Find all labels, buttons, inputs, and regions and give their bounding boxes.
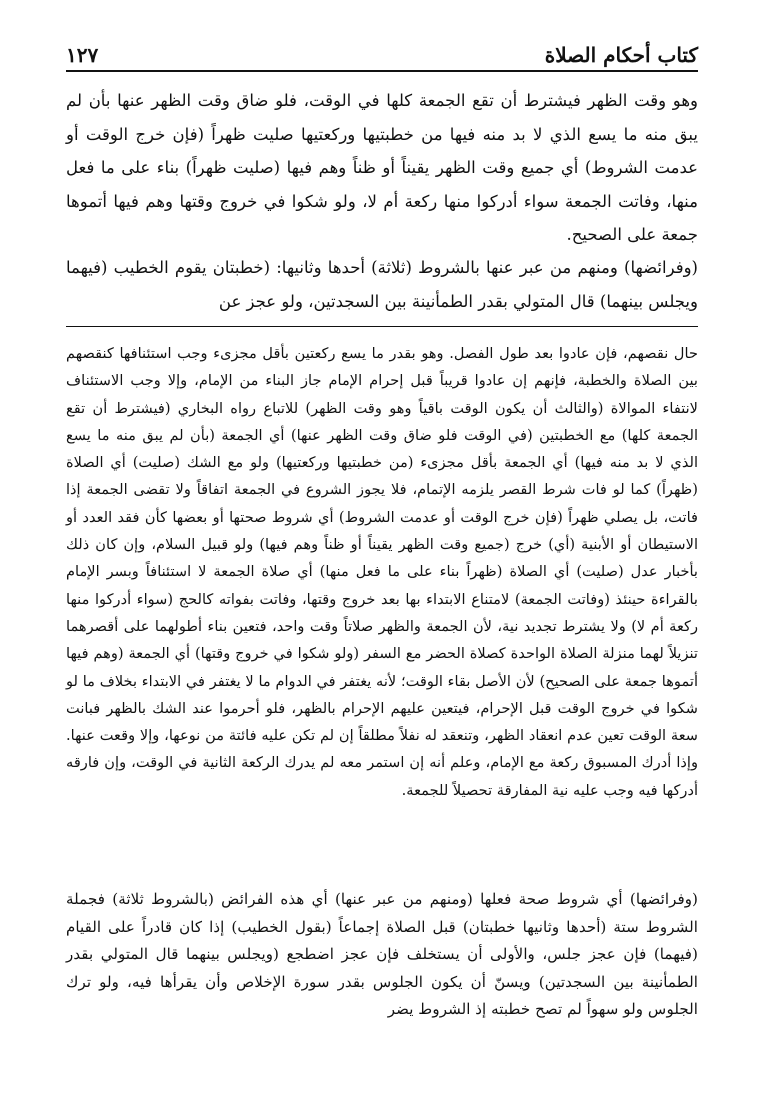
running-title: كتاب أحكام الصلاة: [544, 43, 698, 67]
main-text-para-1: وهو وقت الظهر فيشترط أن تقع الجمعة كلها في الوقت، فلو ضاق وقت الظهر عنها بأن لم يبق منه ما يسع الذي لا بد منه فيها من خطبتيها وركعتيها صليت ظهراً (فإن خرج الوقت أو عدمت الشروط) أي جميع وقت الظهر يقيناً أو ظناً وهم فيها (صليت ظهراً) بناء على ما فعل منها، وفاتت الجمعة سواء أدركوا منها ركعة أم لا، ولو شكوا في خروج وقتها وهم فيها أتموها جمعة على الصحيح.: [66, 91, 698, 244]
main-text-para-2: (وفرائضها) ومنهم من عبر عنها بالشروط (ثلاثة) أحدها وثانيها: (خطبتان يقوم الخطيب (فيهما ويجلس بينهما) قال المتولي بقدر الطمأنينة بين السجدتين، ولو عجز عن: [66, 258, 698, 311]
bottom-paragraph-section: [66, 886, 698, 1024]
page-number: ١٢٧: [66, 43, 99, 67]
footnote-divider: [66, 326, 698, 327]
commentary-paragraph: حال نقصهم، فإن عادوا بعد طول الفصل. وهو بقدر ما يسع ركعتين بأقل مجزىء وجب استئنافها كنقصهم بين الصلاة والخطبة، فإنهم إن عادوا قريباً قبل إحرام الإمام جاز البناء من الإمام، وإلا وجب الاستئناف لانتفاء الموالاة (والثالث أن يكون الوقت باقياً وهو وقت الظهر) للاتباع رواه البخاري (فيشترط أن تقع الجمعة كلها) مع الخطبتين (في الوقت فلو ضاق وقت الظهر عنها) أي الجمعة (بأن لم يبق منه ما يسع الذي لا بد منه فيها) أي الجمعة بأقل مجزىء (من خطبتيها وركعتيها) ولو مع الشك (صليت) أي الصلاة (ظهراً) كما لو فات شرط القصر يلزمه الإتمام، فلا يجوز الشروع في الجمعة اتفاقاً ولا تقضى الجمعة إذا فاتت، بل يصلي ظهراً (فإن خرج الوقت أو عدمت الشروط) أي شروط صحتها أو بعضها كأن فقد العدد أو الاستيطان أو الأبنية (أي) خرج (جميع وقت الظهر يقيناً أو ظناً وهم فيها) ولو قبيل السلام، وإن كان ذلك بأخبار عدل (صليت) أي الصلاة (ظهراً بناء على ما فعل منها) أي صلاة الجمعة لا استئنافاً وبسر الإمام بالقراءة حينئذ (وفاتت الجمعة) لامتناع الابتداء بها بعد خروج وقتها، وفاتت بفواته كالحج (سواء أدركوا منها ركعة أم لا) ولا يشترط تجديد نية، لأن الجمعة والظهر صلاتاً وقت واحد، فتعين بناء أطولهما على أقصرهما تنزيلاً لهما منزلة الصلاة الواحدة كصلاة الحضر مع السفر (ولو شكوا في خروج وقتها) أي الجمعة (وهم فيها أتموها جمعة على الصحيح) لأن الأصل بقاء الوقت؛ لأنه يغتفر في الدوام ما لا يغتفر في الابتداء بخلاف ما لو شكوا في خروج الوقت قبل الإحرام، فيتعين عليهم الإحرام بالظهر، فلو أحرموا عند الشك بالظهر فبانت سعة الوقت تعين عدم انعقاد الظهر، وتنعقد له نفلاً مطلقاً إن لم تكن عليه فائتة من نوعها، وإلا وقعت عنها. وإذا أدرك المسبوق ركعة مع الإمام، وعلم أنه إن استمر معه لم يدرك الركعة الثانية في الوقت، وإن فارقه أدركها فيه وجب عليه نية المفارقة تحصيلاً للجمعة.: [66, 345, 698, 799]
commentary-section: [66, 340, 698, 804]
bottom-paragraph: (وفرائضها) أي شروط صحة فعلها (ومنهم من عبر عنها) أي هذه الفرائض (بالشروط ثلاثة) فجملة الشروط ستة (أحدها وثانيها خطبتان) قبل الصلاة إجماعاً (بقول الخطيب) إذا كان قادراً على القيام (فيهما) فإن عجز جلس، والأولى أن يستخلف فإن عجز اضطجع (ويجلس بينهما قال المتولي بقدر الطمأنينة بين السجدتين) ويسنّ أن يكون الجلوس بقدر سورة الإخلاص وأن يقرأها فيه، ولو ترك الجلوس ولو سهواً لم تصح خطبته إذ الشروط يضر: [66, 890, 698, 1019]
main-text-paragraph-2: [66, 251, 698, 318]
main-text-paragraph-1: [66, 84, 698, 252]
page-header: [66, 36, 698, 72]
